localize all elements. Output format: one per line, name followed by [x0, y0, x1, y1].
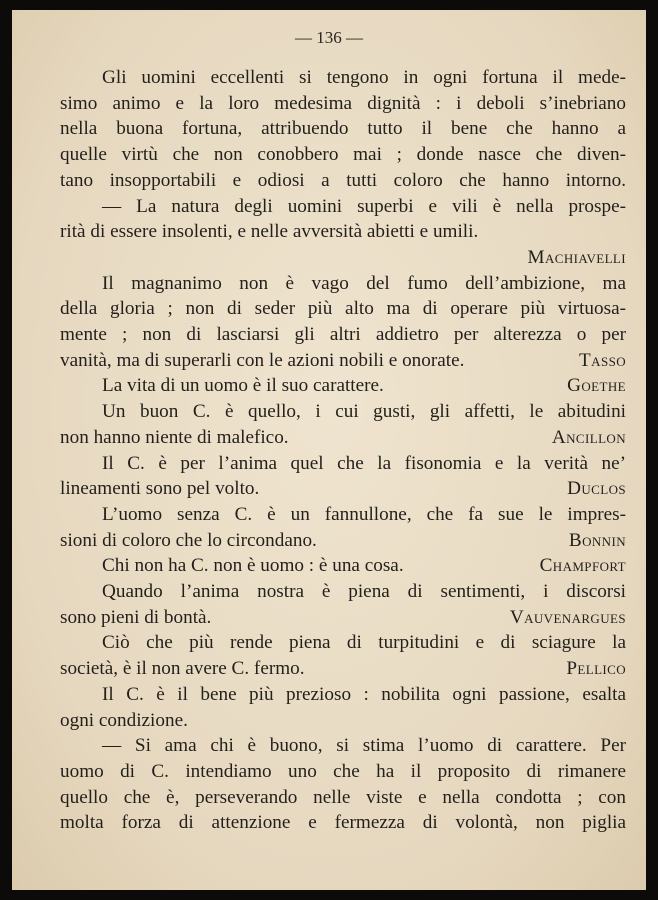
line-text: quello che è, perseverando nelle viste e nella condotta ; con [60, 786, 626, 808]
text-line [60, 476, 626, 502]
quote-attribution: Vauvenargues [509, 606, 626, 628]
line-text: Il magnanimo non è vago del fumo dell’ambizione, ma [102, 272, 626, 294]
text-line [60, 553, 626, 579]
text-line [60, 425, 626, 451]
text-line [60, 373, 626, 399]
text-line [60, 810, 626, 836]
line-text: molta forza di attenzione e fermezza di volontà, non piglia [60, 812, 626, 834]
text-line [60, 785, 626, 811]
line-text: — La natura degli uomini superbi e vili è nella prospe- [102, 195, 626, 217]
text-line [60, 245, 626, 271]
text-line [60, 451, 626, 477]
text-line [60, 579, 626, 605]
line-text: — Si ama chi è buono, si stima l’uomo di carattere. Per [102, 735, 626, 757]
text-line [60, 116, 626, 142]
line-text: Il C. è il bene più prezioso : nobilita ogni passione, esalta [102, 683, 626, 705]
quote-attribution: Tasso [579, 349, 626, 371]
text-line [60, 271, 626, 297]
text-line [60, 630, 626, 656]
text-line [60, 528, 626, 554]
line-text: vanità, ma di superarli con le azioni nobili e onorate. [60, 349, 465, 371]
text-line [60, 605, 626, 631]
quote-attribution: Champfort [539, 555, 626, 577]
line-text: Il C. è per l’anima quel che la fisonomia e la verità ne’ [102, 452, 626, 474]
line-text: L’uomo senza C. è un fannullone, che fa sue le impres- [102, 503, 626, 525]
line-text: La vita di un uomo è il suo carattere. [102, 375, 384, 397]
text-line [60, 502, 626, 528]
text-line [60, 399, 626, 425]
quote-attribution: Duclos [567, 478, 626, 500]
line-text: sono pieni di bontà. [60, 606, 212, 628]
line-text: ogni condizione. [60, 709, 188, 731]
line-text: lineamenti sono pel volto. [60, 478, 260, 500]
line-text: nella buona fortuna, attribuendo tutto il bene che hanno a [60, 118, 626, 140]
line-text: della gloria ; non di seder più alto ma di operare più virtuosa- [60, 298, 626, 320]
text-line [60, 296, 626, 322]
text-line [60, 682, 626, 708]
quote-attribution: Ancillon [551, 426, 626, 448]
quote-attribution: Goethe [567, 375, 626, 397]
text-line [60, 708, 626, 734]
text-line [60, 168, 626, 194]
line-text: simo animo e la loro medesima dignità : i deboli s’inebriano [60, 92, 626, 114]
line-text: società, è il non avere C. fermo. [60, 658, 305, 680]
text-line [60, 91, 626, 117]
page-number: — 136 — [295, 28, 363, 47]
line-text: Un buon C. è quello, i cui gusti, gli affetti, le abitudini [102, 401, 626, 423]
page-text [60, 65, 626, 836]
line-text: mente ; non di lasciarsi gli altri addietro per alterezza o per [60, 324, 626, 346]
line-text: rità di essere insolenti, e nelle avversità abietti e umili. [60, 221, 479, 243]
line-text: Gli uomini eccellenti si tengono in ogni fortuna il mede- [102, 67, 626, 88]
line-text: non hanno niente di malefico. [60, 426, 289, 448]
line-text: Quando l’anima nostra è piena di sentimenti, i discorsi [102, 581, 626, 603]
line-text: tano insopportabili e odiosi a tutti coloro che hanno intorno. [60, 169, 626, 191]
line-text: uomo di C. intendiamo uno che ha il proposito di rimanere [60, 760, 626, 782]
text-line [60, 194, 626, 220]
line-text: quelle virtù che non conobbero mai ; donde nasce che diven- [60, 144, 626, 166]
quote-attribution: Pellico [566, 658, 626, 680]
text-line [60, 656, 626, 682]
text-line [60, 65, 626, 91]
text-line [60, 733, 626, 759]
line-text: Chi non ha C. non è uomo : è una cosa. [102, 555, 404, 577]
text-line [60, 219, 626, 245]
text-line [60, 348, 626, 374]
quote-attribution: Bonnin [568, 529, 626, 551]
quote-attribution: Machiavelli [527, 246, 626, 268]
text-line [60, 759, 626, 785]
text-line [60, 142, 626, 168]
line-text: Ciò che più rende piena di turpitudini e di sciagure la [102, 632, 626, 654]
text-line [60, 322, 626, 348]
line-text: sioni di coloro che lo circondano. [60, 529, 317, 551]
book-page [12, 10, 646, 890]
